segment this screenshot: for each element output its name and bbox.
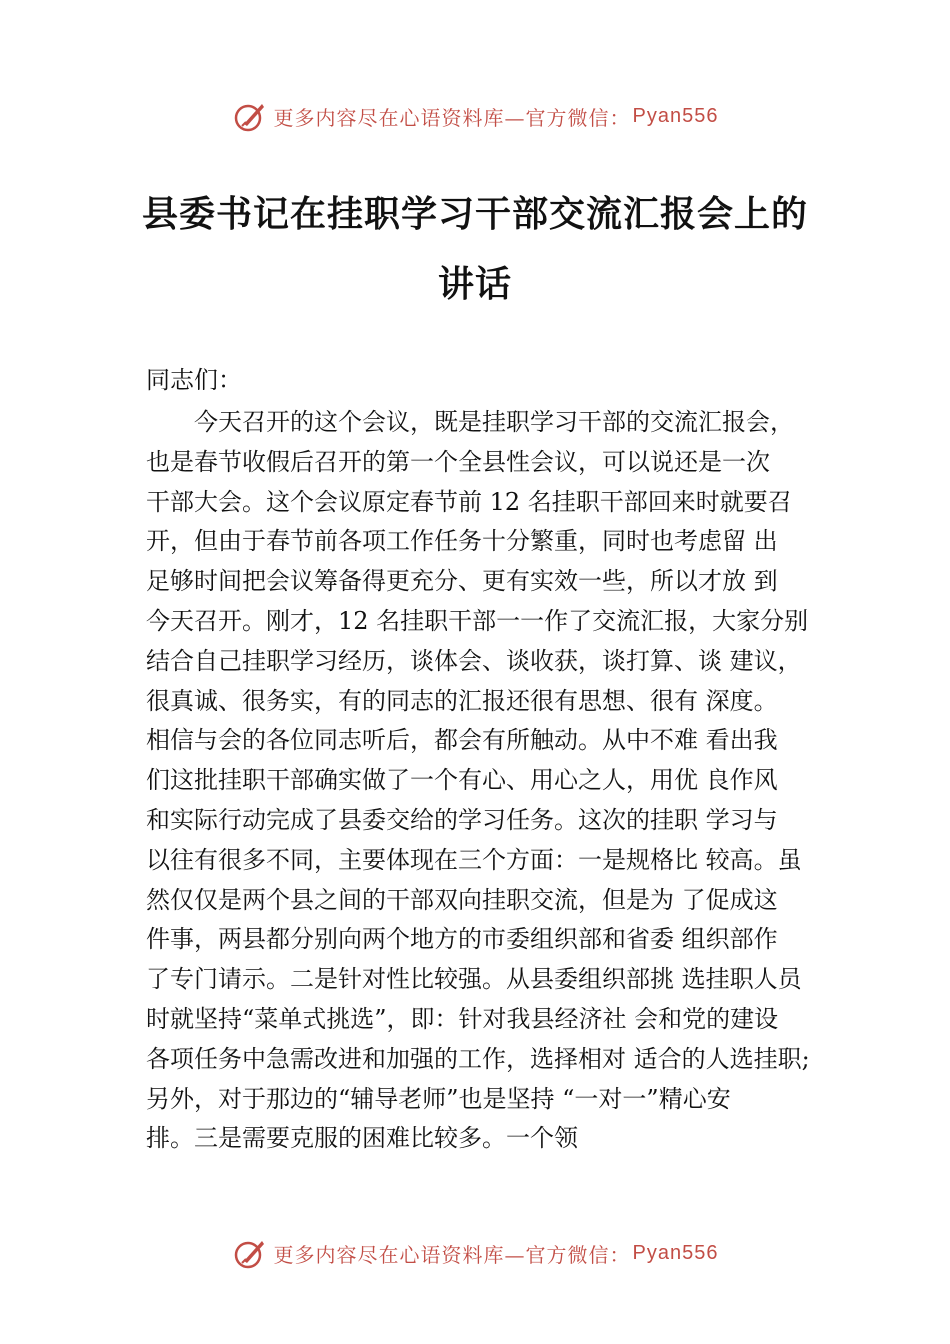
quill-logo-icon: [232, 98, 268, 134]
banner-wechat-id: Pyan556: [632, 104, 719, 127]
body-line: 了专门请示。二是针对性比较强。从县委组织部挑 选挂职人员: [146, 965, 802, 994]
banner-wechat-id: Pyan556: [632, 1241, 719, 1264]
body-line: 也是春节收假后召开的第一个全县性会议，可以说还是一次: [146, 447, 770, 476]
header-watermark-banner: [0, 96, 950, 136]
body-line: 很真诚、很务实，有的同志的汇报还很有思想、很有 深度。: [146, 686, 778, 715]
document-title-line-2: 讲话: [437, 263, 512, 305]
banner-text: 更多内容尽在心语资料库—官方微信：: [273, 105, 631, 130]
footer-watermark-banner: [0, 1233, 950, 1273]
body-line: 开，但由于春节前各项工作任务十分繁重，同时也考虑留 出: [146, 527, 778, 556]
quill-logo-icon: [232, 1235, 268, 1271]
banner-text: 更多内容尽在心语资料库—官方微信：: [273, 1242, 631, 1267]
body-line: 件事，两县都分别向两个地方的市委组织部和省委 组织部作: [146, 925, 778, 954]
body-line: 足够时间把会议筹备得更充分、更有实效一些，所以才放 到: [146, 567, 778, 596]
body-line: 相信与会的各位同志听后，都会有所触动。从中不难 看出我: [146, 726, 778, 755]
body-line: 和实际行动完成了县委交给的学习任务。这次的挂职 学习与: [146, 806, 778, 834]
document-title-line-1: 县委书记在挂职学习干部交流汇报会上的: [141, 193, 808, 235]
body-line: 时就坚持“菜单式挑选”，即：针对我县经济社 会和党的建设: [146, 1005, 779, 1033]
salutation: 同志们：: [146, 366, 242, 394]
body-line: 今天召开的这个会议，既是挂职学习干部的交流汇报会，: [146, 408, 794, 436]
body-line: 各项任务中急需改进和加强的工作，选择相对 适合的人选挂职;: [146, 1044, 810, 1073]
body-line: 另外，对于那边的“辅导老师”也是坚持 “一对一”精心安: [146, 1084, 731, 1113]
body-line: 今天召开。刚才，12 名挂职干部一一作了交流汇报，大家分别: [146, 607, 809, 635]
body-line: 然仅仅是两个县之间的干部双向挂职交流，但是为 了促成这: [146, 885, 778, 914]
body-line: 们这批挂职干部确实做了一个有心、用心之人，用优 良作风: [146, 766, 778, 795]
body-line: 排。三是需要克服的困难比较多。一个领: [146, 1124, 578, 1153]
body-line: 干部大会。这个会议原定春节前 12 名挂职干部回来时就要召: [146, 487, 792, 516]
body-line: 结合自己挂职学习经历，谈体会、谈收获，谈打算、谈 建议，: [146, 646, 802, 675]
body-line: 以往有很多不同，主要体现在三个方面：一是规格比 较高。虽: [146, 845, 802, 874]
